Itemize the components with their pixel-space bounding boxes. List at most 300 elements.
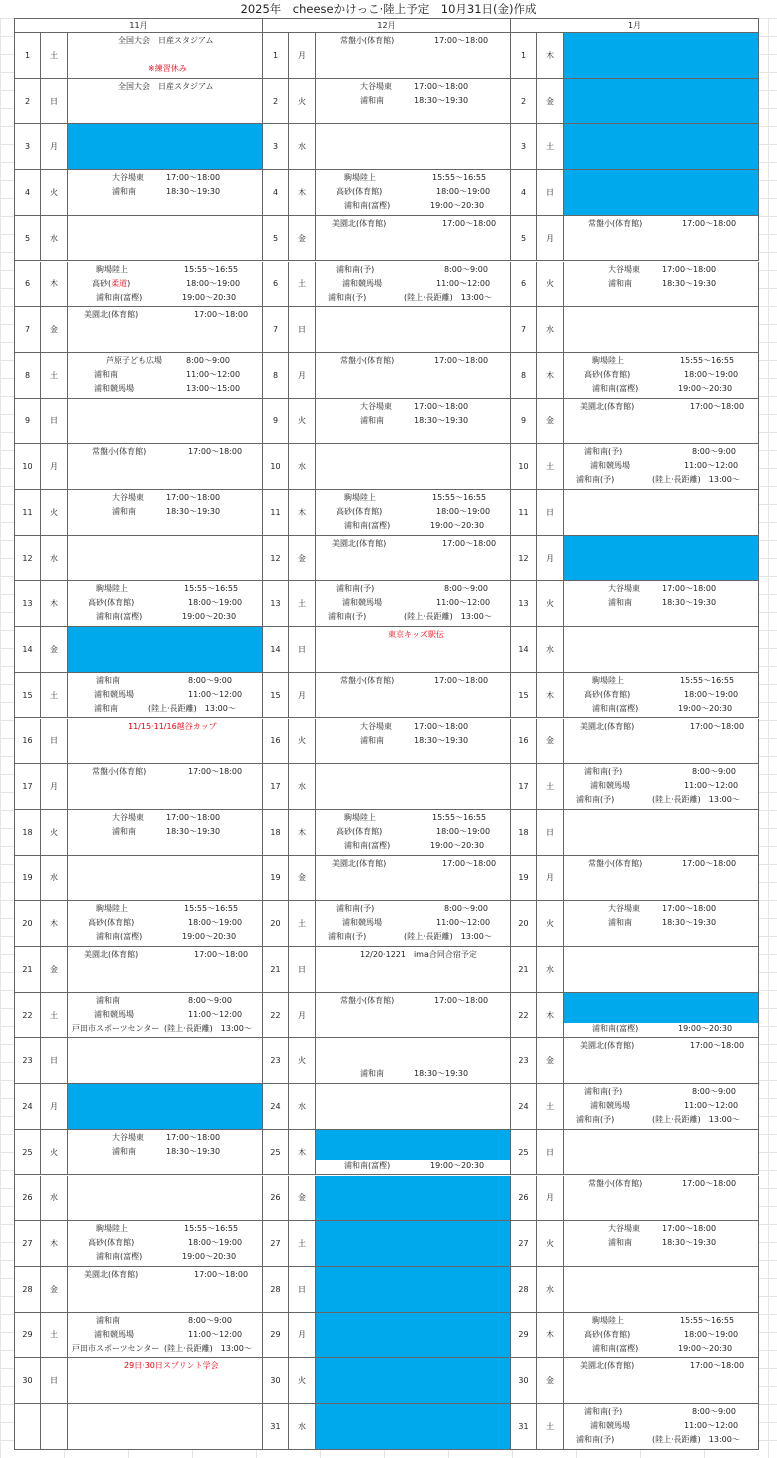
schedule-entry: [564, 675, 759, 686]
schedule-cell[interactable]: [316, 536, 511, 582]
weekday: 金: [537, 399, 564, 445]
day-number: 16: [511, 719, 537, 765]
time-text: 11:00〜12:00: [436, 278, 491, 288]
weekday: 月: [537, 1176, 564, 1222]
schedule-cell[interactable]: [564, 856, 759, 902]
schedule-entry: [316, 611, 511, 622]
day-number: 16: [15, 719, 41, 765]
schedule-cell[interactable]: [316, 810, 511, 856]
schedule-entry: [316, 355, 511, 366]
venue-label: 芦原子ども広場: [106, 355, 162, 365]
schedule-cell[interactable]: [68, 993, 263, 1039]
venue-text: [94, 703, 118, 714]
schedule-cell[interactable]: [68, 1130, 263, 1176]
schedule-cell[interactable]: [316, 1084, 511, 1130]
venue-label: 浦和南: [112, 1146, 136, 1156]
venue-text: [124, 1360, 219, 1371]
schedule-cell[interactable]: [316, 947, 511, 993]
schedule-entry: [316, 415, 511, 426]
weekday: 火: [289, 399, 316, 445]
day-number: 10: [15, 444, 41, 490]
venue-text: [112, 812, 144, 823]
day-number: 7: [15, 307, 41, 353]
venue-text: [592, 675, 624, 686]
venue-label: 浦和競馬場: [590, 781, 630, 791]
schedule-cell[interactable]: [316, 262, 511, 308]
day-number: 17: [511, 764, 537, 810]
schedule-cell[interactable]: [68, 1038, 263, 1084]
schedule-cell[interactable]: [564, 33, 759, 79]
venue-label: 常盤小(体育館): [588, 858, 643, 868]
weekday: 火: [537, 581, 564, 627]
venue-text: [360, 401, 392, 412]
venue-text: [88, 1237, 134, 1248]
venue-text: [118, 35, 213, 46]
schedule-cell[interactable]: [68, 216, 263, 262]
time-text: 15:55〜16:55: [432, 812, 487, 822]
schedule-entry: [564, 794, 759, 805]
venue-text: [580, 721, 634, 732]
time-text: 15:55〜16:55: [680, 1315, 735, 1325]
day-number: 14: [15, 627, 41, 673]
time-text: 15:55〜16:55: [184, 584, 239, 594]
schedule-cell[interactable]: [564, 1176, 759, 1222]
schedule-cell[interactable]: [564, 490, 759, 536]
schedule-entry: [564, 460, 759, 471]
schedule-cell[interactable]: [68, 124, 263, 170]
venue-text: [608, 264, 640, 275]
venue-label: 常盤小(体育館): [340, 995, 395, 1005]
venue-text: [112, 186, 136, 197]
weekday: 金: [289, 856, 316, 902]
venue-text: [328, 611, 366, 622]
day-number: 22: [15, 993, 41, 1039]
schedule-cell[interactable]: [316, 1176, 511, 1222]
venue-text: [340, 675, 394, 686]
schedule-cell[interactable]: [316, 719, 511, 765]
venue-text: [72, 1023, 159, 1034]
venue-label: 高砂(体育館): [88, 598, 135, 608]
time-text: 17:00〜18:00: [690, 721, 745, 731]
time-text: 18:00〜19:00: [684, 369, 739, 379]
weekday: 水: [41, 216, 68, 262]
day-number: 18: [263, 810, 289, 856]
venue-label: 駒場陸上: [592, 355, 624, 365]
venue-label: 浦和南(予): [336, 584, 375, 594]
day-number: 29: [263, 1313, 289, 1359]
venue-label: 美園北(体育館): [332, 218, 387, 228]
schedule-entry: [68, 172, 263, 183]
venue-text: [344, 520, 390, 531]
venue-label: 駒場陸上: [592, 1315, 624, 1325]
schedule-cell[interactable]: [316, 1038, 511, 1084]
venue-text: [360, 1068, 384, 1079]
day-number: 11: [511, 490, 537, 536]
time-text: 17:00〜18:00: [166, 1132, 221, 1142]
schedule-entry: [68, 903, 263, 914]
weekday: 水: [289, 764, 316, 810]
schedule-cell[interactable]: [316, 444, 511, 490]
schedule-entry: [564, 1009, 759, 1020]
time-text: 11:00〜12:00: [684, 461, 739, 471]
time-text: 18:00〜19:00: [188, 598, 243, 608]
venue-label: 浦和南(富樫): [344, 201, 391, 211]
schedule-cell[interactable]: [564, 444, 759, 490]
schedule-cell[interactable]: [316, 856, 511, 902]
schedule-cell[interactable]: [68, 673, 263, 719]
venue-text: [360, 415, 384, 426]
venue-label: 浦和南: [112, 187, 136, 197]
time-text: 18:30〜19:30: [414, 95, 469, 105]
schedule-cell[interactable]: [316, 170, 511, 216]
venue-suffix: ): [127, 278, 131, 288]
schedule-cell[interactable]: [68, 79, 263, 125]
weekday: 月: [41, 1084, 68, 1130]
schedule-cell[interactable]: [316, 490, 511, 536]
time-text: 17:00〜18:00: [682, 1178, 737, 1188]
schedule-entry: [68, 49, 263, 60]
schedule-cell[interactable]: [68, 307, 263, 353]
schedule-cell[interactable]: [68, 719, 263, 765]
venue-text: [96, 264, 128, 275]
venue-text: [92, 766, 146, 777]
schedule-cell[interactable]: [316, 216, 511, 262]
time-text: 18:00〜19:00: [188, 1238, 243, 1248]
schedule-cell[interactable]: [68, 947, 263, 993]
schedule-cell[interactable]: [316, 1404, 511, 1450]
schedule-cell[interactable]: [68, 262, 263, 308]
weekday: 木: [537, 993, 564, 1039]
venue-label: 戸田市スポーツセンター: [72, 1023, 160, 1033]
venue-text: [84, 309, 138, 320]
venue-text: [96, 1223, 128, 1234]
schedule-cell[interactable]: [564, 1038, 759, 1084]
schedule-cell[interactable]: [564, 764, 759, 810]
weekday: 木: [289, 1130, 316, 1176]
schedule-cell[interactable]: [316, 1130, 511, 1176]
time-text: 17:00〜18:00: [194, 310, 249, 320]
day-number: [15, 1404, 41, 1450]
schedule-cell[interactable]: [68, 1267, 263, 1313]
venue-label: 11/15·11/16越谷カップ: [128, 721, 217, 731]
schedule-cell[interactable]: [68, 444, 263, 490]
schedule-cell[interactable]: [564, 947, 759, 993]
weekday: 土: [289, 1221, 316, 1267]
day-number: 8: [263, 353, 289, 399]
schedule-entry: [68, 1237, 263, 1248]
schedule-entry: [564, 917, 759, 928]
venue-text: [336, 264, 374, 275]
weekday: 木: [537, 1313, 564, 1359]
schedule-cell[interactable]: [68, 627, 263, 673]
schedule-cell[interactable]: [316, 79, 511, 125]
schedule-cell[interactable]: [564, 216, 759, 262]
schedule-cell[interactable]: [564, 581, 759, 627]
day-number: 29: [511, 1313, 537, 1359]
schedule-cell[interactable]: [68, 170, 263, 216]
schedule-entry: [564, 1040, 759, 1051]
venue-label: 浦和競馬場: [94, 1009, 134, 1019]
month-header: 11月: [15, 19, 263, 33]
venue-label: 駒場陸上: [344, 812, 376, 822]
schedule-cell[interactable]: [68, 33, 263, 79]
schedule-cell[interactable]: [564, 993, 759, 1039]
schedule-cell[interactable]: [68, 856, 263, 902]
schedule-entry: [68, 355, 263, 366]
venue-text: [92, 278, 130, 289]
schedule-cell[interactable]: [68, 1221, 263, 1267]
schedule-cell[interactable]: [564, 1404, 759, 1450]
venue-label: 高砂(体育館): [88, 918, 135, 928]
schedule-entry: [316, 995, 511, 1006]
schedule-cell[interactable]: [564, 810, 759, 856]
weekday: 火: [289, 719, 316, 765]
weekday: 水: [41, 536, 68, 582]
weekday: 水: [537, 307, 564, 353]
venue-label: 浦和競馬場: [94, 383, 134, 393]
weekday: 月: [41, 444, 68, 490]
time-text: 11:00〜12:00: [186, 369, 241, 379]
schedule-entry: [564, 703, 759, 714]
schedule-cell[interactable]: [316, 901, 511, 947]
schedule-cell[interactable]: [68, 1176, 263, 1222]
day-number: 24: [15, 1084, 41, 1130]
venue-text: [592, 1023, 638, 1034]
schedule-cell[interactable]: [564, 1130, 759, 1176]
weekday: 金: [41, 307, 68, 353]
venue-label: 常盤小(体育館): [340, 36, 395, 45]
schedule-cell[interactable]: [68, 810, 263, 856]
day-number: 9: [511, 399, 537, 445]
schedule-cell[interactable]: [564, 307, 759, 353]
day-number: 15: [511, 673, 537, 719]
schedule-entry: [316, 186, 511, 197]
schedule-entry: [316, 200, 511, 211]
weekday: 日: [537, 170, 564, 216]
day-number: 3: [263, 124, 289, 170]
venue-label: 浦和南: [608, 598, 632, 608]
schedule-entry: [68, 583, 263, 594]
venue-text: [94, 1329, 134, 1340]
schedule-cell[interactable]: [68, 1358, 263, 1404]
schedule-cell[interactable]: [564, 1313, 759, 1359]
weekday: 土: [537, 1084, 564, 1130]
schedule-cell[interactable]: [564, 170, 759, 216]
schedule-entry: [316, 1040, 511, 1051]
weekday: 水: [537, 627, 564, 673]
schedule-cell[interactable]: [316, 1358, 511, 1404]
time-text: 17:00〜18:00: [662, 904, 717, 914]
schedule-cell[interactable]: [564, 399, 759, 445]
schedule-entry: [564, 1178, 759, 1189]
weekday: 日: [537, 1130, 564, 1176]
weekday: 土: [537, 444, 564, 490]
weekday: 日: [41, 1038, 68, 1084]
schedule-cell[interactable]: [316, 33, 511, 79]
time-text: 11:00〜12:00: [188, 1329, 243, 1339]
schedule-entry: [316, 858, 511, 869]
schedule-entry: [564, 446, 759, 457]
weekday: 金: [41, 627, 68, 673]
venue-text: [88, 917, 134, 928]
weekday: 火: [41, 1130, 68, 1176]
weekday: 日: [289, 947, 316, 993]
day-number: 30: [15, 1358, 41, 1404]
schedule-cell[interactable]: [68, 1313, 263, 1359]
schedule-cell[interactable]: [316, 993, 511, 1039]
time-text: 17:00〜18:00: [682, 218, 737, 228]
time-text: 8:00〜9:00: [692, 447, 736, 457]
schedule-cell[interactable]: [316, 124, 511, 170]
weekday: 火: [41, 490, 68, 536]
day-number: 5: [263, 216, 289, 262]
schedule-cell[interactable]: [564, 536, 759, 582]
venue-text: [608, 1237, 632, 1248]
day-number: 4: [263, 170, 289, 216]
day-number: 26: [15, 1176, 41, 1222]
schedule-entry: [316, 520, 511, 531]
schedule-cell[interactable]: [316, 399, 511, 445]
time-text: 8:00〜9:00: [692, 1407, 736, 1416]
schedule-cell[interactable]: [316, 1221, 511, 1267]
venue-label: 浦和南: [360, 415, 384, 425]
schedule-cell[interactable]: [564, 79, 759, 125]
weekday: 木: [41, 1221, 68, 1267]
schedule-entry: [68, 611, 263, 622]
day-number: 6: [263, 262, 289, 308]
venue-label: 大谷場東: [360, 721, 392, 731]
schedule-cell[interactable]: [316, 627, 511, 673]
schedule-cell[interactable]: [68, 581, 263, 627]
schedule-cell[interactable]: [316, 581, 511, 627]
time-text: 11:00〜12:00: [188, 1009, 243, 1019]
schedule-cell[interactable]: [316, 1267, 511, 1313]
schedule-entry: [316, 735, 511, 746]
day-number: 5: [511, 216, 537, 262]
time-text: 17:00〜18:00: [690, 1041, 745, 1051]
schedule-cell[interactable]: [68, 764, 263, 810]
schedule-cell[interactable]: [564, 1084, 759, 1130]
schedule-cell[interactable]: [316, 1313, 511, 1359]
day-number: 6: [511, 262, 537, 308]
weekday: 土: [289, 262, 316, 308]
schedule-entry: [68, 186, 263, 197]
weekday: 日: [41, 399, 68, 445]
schedule-cell[interactable]: [564, 124, 759, 170]
month-header: 12月: [263, 19, 511, 33]
schedule-entry: [68, 721, 263, 732]
weekday: 木: [41, 581, 68, 627]
venue-label: 駒場陸上: [344, 173, 376, 183]
time-text: (陸上·長距離) 13:00〜: [404, 612, 492, 622]
schedule-cell[interactable]: [68, 399, 263, 445]
schedule-cell[interactable]: [68, 490, 263, 536]
venue-text: [592, 1315, 624, 1326]
venue-label: 浦和南(予): [576, 1435, 615, 1444]
day-number: 18: [511, 810, 537, 856]
venue-text: [344, 812, 376, 823]
venue-text: [332, 218, 386, 229]
schedule-cell[interactable]: [564, 1358, 759, 1404]
schedule-cell[interactable]: [68, 353, 263, 399]
schedule-cell[interactable]: [316, 764, 511, 810]
weekday: 土: [41, 1313, 68, 1359]
day-number: 27: [511, 1221, 537, 1267]
weekday: 木: [289, 490, 316, 536]
venue-text: [584, 766, 622, 777]
venue-label: 浦和南: [112, 507, 136, 516]
schedule-cell[interactable]: [68, 536, 263, 582]
time-text: 17:00〜18:00: [434, 995, 489, 1005]
venue-text: [588, 1178, 642, 1189]
schedule-cell[interactable]: [316, 353, 511, 399]
schedule-cell[interactable]: [564, 353, 759, 399]
time-text: 11:00〜12:00: [684, 781, 739, 791]
schedule-entry: [564, 780, 759, 791]
venue-label: 浦和南(予): [576, 795, 615, 805]
venue-text: [588, 218, 642, 229]
schedule-cell[interactable]: [68, 1404, 263, 1450]
schedule-cell[interactable]: [564, 719, 759, 765]
day-number: 4: [511, 170, 537, 216]
schedule-entry: [316, 1054, 511, 1065]
time-text: 19:00〜20:30: [182, 932, 237, 942]
venue-text: [592, 355, 624, 366]
venue-label: 浦和南(予): [576, 1115, 615, 1125]
schedule-cell[interactable]: [316, 673, 511, 719]
schedule-cell[interactable]: [316, 307, 511, 353]
schedule-cell[interactable]: [564, 901, 759, 947]
time-text: 15:55〜16:55: [184, 1224, 239, 1234]
time-text: 15:55〜16:55: [184, 264, 239, 274]
venue-label: 全国大会 日産スタジアム: [118, 81, 214, 91]
venue-text: [592, 383, 638, 394]
weekday: 木: [41, 901, 68, 947]
schedule-entry: [68, 1009, 263, 1020]
weekday: 土: [41, 993, 68, 1039]
schedule-cell[interactable]: [564, 1267, 759, 1313]
weekday: 水: [537, 1267, 564, 1313]
schedule-entry: [564, 903, 759, 914]
schedule-cell[interactable]: [564, 262, 759, 308]
venue-text: [96, 1315, 120, 1326]
time-text: 17:00〜18:00: [682, 858, 737, 868]
weekday: 水: [289, 1084, 316, 1130]
schedule-cell[interactable]: [564, 627, 759, 673]
time-text: 8:00〜9:00: [188, 995, 232, 1005]
weekday: 土: [537, 764, 564, 810]
schedule-entry: [68, 995, 263, 1006]
venue-text: [112, 492, 144, 503]
venue-text: [96, 583, 128, 594]
venue-label: 全国大会 日産スタジアム: [118, 36, 214, 45]
venue-text: [112, 826, 136, 837]
schedule-cell[interactable]: [68, 1084, 263, 1130]
schedule-cell[interactable]: [564, 1221, 759, 1267]
venue-text: [96, 995, 120, 1006]
schedule-cell[interactable]: [564, 673, 759, 719]
weekday: 月: [289, 33, 316, 79]
schedule-entry: [68, 1132, 263, 1143]
time-text: 18:30〜19:30: [166, 187, 221, 197]
weekday: 日: [289, 307, 316, 353]
schedule-entry: [316, 292, 511, 303]
schedule-entry: [68, 506, 263, 517]
time-text: 18:30〜19:30: [662, 1238, 717, 1248]
venue-text: [608, 917, 632, 928]
schedule-cell[interactable]: [68, 901, 263, 947]
day-number: 2: [263, 79, 289, 125]
